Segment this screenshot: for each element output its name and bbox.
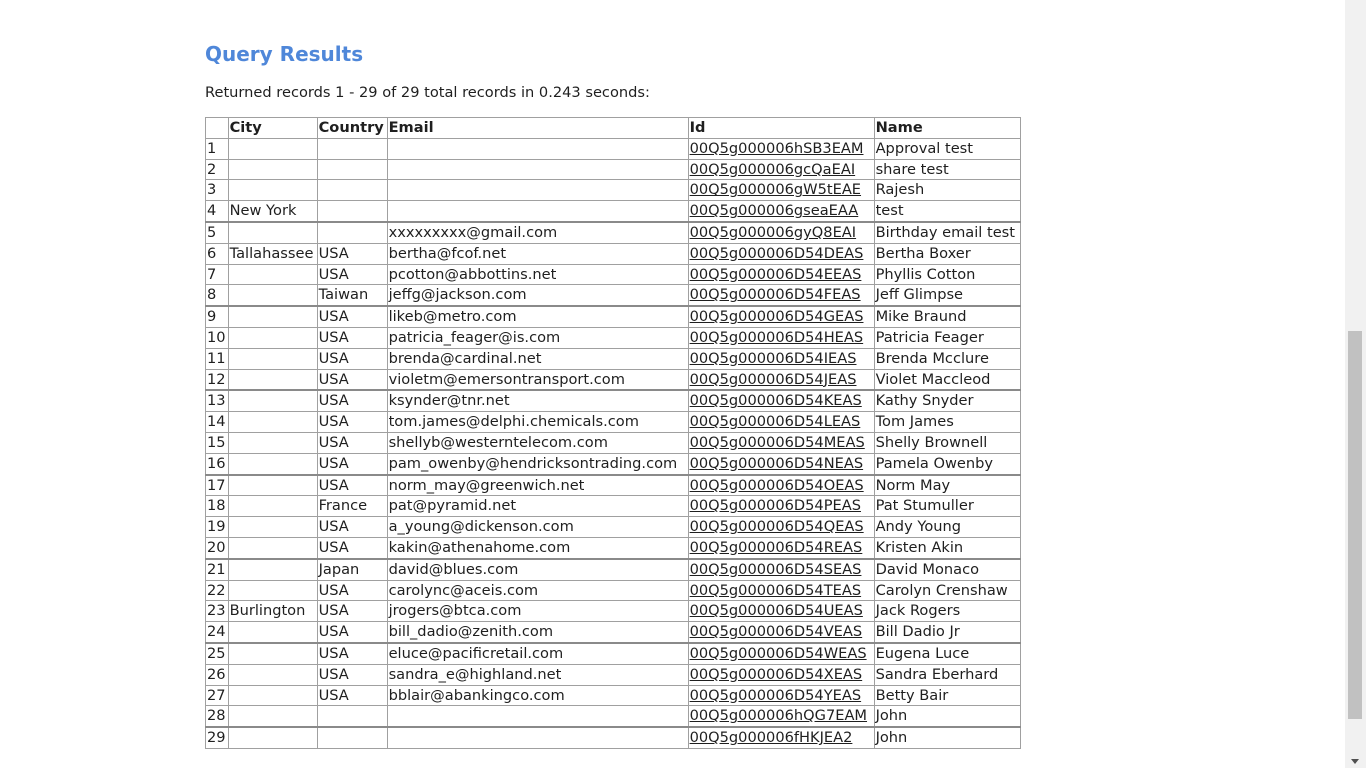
cell-id	[688, 664, 874, 685]
vertical-scrollbar[interactable]	[1345, 0, 1366, 768]
cell-id	[688, 496, 874, 517]
cell-name: Brenda Mcclure	[874, 348, 1020, 369]
cell-country: Taiwan	[317, 285, 387, 306]
record-id-link[interactable]: 00Q5g000006D54JEAS	[689, 370, 857, 388]
cell-email	[387, 201, 688, 222]
cell-row-number: 16	[206, 453, 229, 474]
cell-name: Pat Stumuller	[874, 496, 1020, 517]
cell-email	[387, 180, 688, 201]
cell-country: USA	[317, 243, 387, 264]
cell-row-number: 19	[206, 517, 229, 538]
column-header-id[interactable]: Id	[688, 118, 874, 139]
record-id-link[interactable]: 00Q5g000006gW5tEAE	[689, 181, 862, 199]
cell-email	[387, 138, 688, 159]
cell-city	[228, 727, 317, 748]
cell-email: bill_dadio@zenith.com	[387, 622, 688, 643]
cell-name: Carolyn Crenshaw	[874, 580, 1020, 601]
cell-country: USA	[317, 264, 387, 285]
column-header-email[interactable]: Email	[387, 118, 688, 139]
record-id-link[interactable]: 00Q5g000006gyQ8EAI	[689, 223, 857, 241]
table-row	[206, 643, 1021, 664]
table-row	[206, 222, 1021, 243]
cell-email: david@blues.com	[387, 559, 688, 580]
cell-email: pam_owenby@hendricksontrading.com	[387, 453, 688, 474]
cell-city	[228, 517, 317, 538]
cell-name: Mike Braund	[874, 306, 1020, 327]
cell-row-number: 24	[206, 622, 229, 643]
cell-country: USA	[317, 369, 387, 390]
cell-id	[688, 643, 874, 664]
cell-id	[688, 180, 874, 201]
cell-city	[228, 327, 317, 348]
cell-name: Violet Maccleod	[874, 369, 1020, 390]
cell-city	[228, 390, 317, 411]
cell-row-number: 12	[206, 369, 229, 390]
cell-email: bertha@fcof.net	[387, 243, 688, 264]
cell-city	[228, 706, 317, 727]
cell-row-number: 23	[206, 601, 229, 622]
cell-name: Approval test	[874, 138, 1020, 159]
cell-row-number: 9	[206, 306, 229, 327]
cell-city: Tallahassee	[228, 243, 317, 264]
record-id-link[interactable]: 00Q5g000006D54DEAS	[689, 244, 864, 262]
table-row	[206, 475, 1021, 496]
table-row	[206, 390, 1021, 411]
record-id-link[interactable]: 00Q5g000006fHKJEA2	[689, 729, 853, 747]
cell-city	[228, 580, 317, 601]
cell-name: Norm May	[874, 475, 1020, 496]
cell-country	[317, 727, 387, 748]
table-row	[206, 348, 1021, 369]
cell-row-number: 3	[206, 180, 229, 201]
column-header-city[interactable]: City	[228, 118, 317, 139]
cell-country: USA	[317, 432, 387, 453]
cell-name: Birthday email test	[874, 222, 1020, 243]
table-row	[206, 201, 1021, 222]
record-id-link[interactable]: 00Q5g000006hQG7EAM	[689, 707, 868, 725]
record-id-link[interactable]: 00Q5g000006D54FEAS	[689, 286, 861, 304]
cell-country: USA	[317, 306, 387, 327]
cell-id	[688, 559, 874, 580]
record-id-link[interactable]: 00Q5g000006D54OEAS	[689, 476, 864, 494]
record-id-link[interactable]: 00Q5g000006D54EEAS	[689, 265, 862, 283]
cell-city	[228, 222, 317, 243]
cell-country: USA	[317, 622, 387, 643]
cell-email: jeffg@jackson.com	[387, 285, 688, 306]
cell-email: norm_may@greenwich.net	[387, 475, 688, 496]
cell-id	[688, 201, 874, 222]
cell-country	[317, 706, 387, 727]
cell-email	[387, 727, 688, 748]
cell-name: John	[874, 706, 1020, 727]
table-header-row	[206, 118, 1021, 139]
cell-row-number: 8	[206, 285, 229, 306]
cell-email: bblair@abankingco.com	[387, 685, 688, 706]
cell-row-number: 28	[206, 706, 229, 727]
cell-city	[228, 537, 317, 558]
cell-id	[688, 475, 874, 496]
cell-country: USA	[317, 601, 387, 622]
table-row	[206, 559, 1021, 580]
cell-row-number: 21	[206, 559, 229, 580]
cell-row-number: 5	[206, 222, 229, 243]
cell-country: USA	[317, 453, 387, 474]
record-id-link[interactable]: 00Q5g000006hSB3EAM	[689, 139, 864, 157]
cell-city	[228, 264, 317, 285]
cell-row-number: 4	[206, 201, 229, 222]
record-id-link[interactable]: 00Q5g000006D54SEAS	[689, 560, 862, 578]
cell-country: USA	[317, 643, 387, 664]
table-row	[206, 706, 1021, 727]
cell-id	[688, 159, 874, 180]
cell-id	[688, 517, 874, 538]
table-row	[206, 537, 1021, 558]
table-row	[206, 601, 1021, 622]
cell-city	[228, 306, 317, 327]
cell-name: Kristen Akin	[874, 537, 1020, 558]
cell-city	[228, 348, 317, 369]
cell-id	[688, 537, 874, 558]
cell-row-number: 13	[206, 390, 229, 411]
cell-name: Eugena Luce	[874, 643, 1020, 664]
table-row	[206, 622, 1021, 643]
table-row	[206, 432, 1021, 453]
cell-name: Tom James	[874, 412, 1020, 433]
cell-city: Burlington	[228, 601, 317, 622]
cell-row-number: 18	[206, 496, 229, 517]
page-title: Query Results	[205, 42, 364, 66]
cell-name: Kathy Snyder	[874, 390, 1020, 411]
record-id-link[interactable]: 00Q5g000006gcQaEAI	[689, 160, 856, 178]
cell-name: Jeff Glimpse	[874, 285, 1020, 306]
cell-id	[688, 138, 874, 159]
cell-name: Andy Young	[874, 517, 1020, 538]
cell-id	[688, 348, 874, 369]
cell-email: ksynder@tnr.net	[387, 390, 688, 411]
cell-id	[688, 685, 874, 706]
cell-row-number: 17	[206, 475, 229, 496]
cell-country: USA	[317, 580, 387, 601]
cell-id	[688, 727, 874, 748]
cell-country: USA	[317, 390, 387, 411]
column-header-number	[206, 118, 229, 139]
cell-row-number: 11	[206, 348, 229, 369]
table-row	[206, 453, 1021, 474]
cell-city	[228, 159, 317, 180]
cell-country: USA	[317, 412, 387, 433]
cell-id	[688, 706, 874, 727]
cell-id	[688, 453, 874, 474]
cell-city	[228, 622, 317, 643]
cell-city	[228, 664, 317, 685]
cell-name: Sandra Eberhard	[874, 664, 1020, 685]
cell-country: USA	[317, 685, 387, 706]
cell-country: France	[317, 496, 387, 517]
cell-email: jrogers@btca.com	[387, 601, 688, 622]
table-row	[206, 517, 1021, 538]
cell-email: likeb@metro.com	[387, 306, 688, 327]
cell-id	[688, 264, 874, 285]
cell-row-number: 26	[206, 664, 229, 685]
record-id-link[interactable]: 00Q5g000006D54WEAS	[689, 644, 867, 662]
table-row	[206, 285, 1021, 306]
main-content	[205, 40, 1021, 749]
cell-email: sandra_e@highland.net	[387, 664, 688, 685]
cell-email: violetm@emersontransport.com	[387, 369, 688, 390]
cell-city	[228, 643, 317, 664]
table-row	[206, 412, 1021, 433]
table-body	[206, 138, 1021, 748]
record-id-link[interactable]: 00Q5g000006D54LEAS	[689, 413, 861, 431]
cell-row-number: 7	[206, 264, 229, 285]
cell-row-number: 6	[206, 243, 229, 264]
scroll-down-arrow-icon[interactable]	[1351, 759, 1359, 764]
table-row	[206, 496, 1021, 517]
query-results-table	[205, 117, 1021, 749]
cell-city	[228, 180, 317, 201]
cell-name: John	[874, 727, 1020, 748]
record-id-link[interactable]: 00Q5g000006D54TEAS	[689, 581, 862, 599]
cell-city	[228, 412, 317, 433]
record-id-link[interactable]: 00Q5g000006D54HEAS	[689, 328, 864, 346]
cell-name: test	[874, 201, 1020, 222]
cell-name: Betty Bair	[874, 685, 1020, 706]
record-id-link[interactable]: 00Q5g000006D54KEAS	[689, 392, 862, 410]
record-id-link[interactable]: 00Q5g000006D54VEAS	[689, 623, 863, 641]
cell-city	[228, 432, 317, 453]
cell-email: tom.james@delphi.chemicals.com	[387, 412, 688, 433]
cell-id	[688, 369, 874, 390]
record-id-link[interactable]: 00Q5g000006gseaEAA	[689, 202, 859, 220]
cell-city	[228, 138, 317, 159]
record-id-link[interactable]: 00Q5g000006D54IEAS	[689, 349, 857, 367]
scrollbar-thumb[interactable]	[1348, 331, 1362, 719]
cell-row-number: 2	[206, 159, 229, 180]
cell-email: pcotton@abbottins.net	[387, 264, 688, 285]
column-header-name[interactable]: Name	[874, 118, 1020, 139]
cell-row-number: 14	[206, 412, 229, 433]
cell-country	[317, 180, 387, 201]
cell-row-number: 1	[206, 138, 229, 159]
cell-country: USA	[317, 537, 387, 558]
cell-name: Rajesh	[874, 180, 1020, 201]
cell-city	[228, 559, 317, 580]
cell-id	[688, 222, 874, 243]
cell-email	[387, 706, 688, 727]
cell-country: USA	[317, 517, 387, 538]
cell-name: Pamela Owenby	[874, 453, 1020, 474]
cell-city	[228, 685, 317, 706]
cell-id	[688, 390, 874, 411]
record-id-link[interactable]: 00Q5g000006D54UEAS	[689, 602, 863, 620]
cell-city	[228, 453, 317, 474]
cell-email	[387, 159, 688, 180]
cell-id	[688, 243, 874, 264]
cell-email: eluce@pacificretail.com	[387, 643, 688, 664]
cell-city	[228, 369, 317, 390]
cell-email: carolync@aceis.com	[387, 580, 688, 601]
table-row	[206, 664, 1021, 685]
record-id-link[interactable]: 00Q5g000006D54XEAS	[689, 665, 863, 683]
cell-country: USA	[317, 475, 387, 496]
cell-name: Phyllis Cotton	[874, 264, 1020, 285]
cell-country: USA	[317, 327, 387, 348]
cell-email: patricia_feager@is.com	[387, 327, 688, 348]
cell-country	[317, 138, 387, 159]
table-row	[206, 369, 1021, 390]
table-row	[206, 306, 1021, 327]
cell-email: shellyb@westerntelecom.com	[387, 432, 688, 453]
record-id-link[interactable]: 00Q5g000006D54PEAS	[689, 497, 861, 515]
cell-row-number: 25	[206, 643, 229, 664]
cell-email: kakin@athenahome.com	[387, 537, 688, 558]
table-row	[206, 138, 1021, 159]
cell-city	[228, 475, 317, 496]
cell-email: pat@pyramid.net	[387, 496, 688, 517]
cell-city	[228, 496, 317, 517]
cell-email: brenda@cardinal.net	[387, 348, 688, 369]
table-row	[206, 243, 1021, 264]
cell-name: Bill Dadio Jr	[874, 622, 1020, 643]
column-header-country[interactable]: Country	[317, 118, 387, 139]
cell-row-number: 29	[206, 727, 229, 748]
cell-country	[317, 222, 387, 243]
cell-row-number: 20	[206, 537, 229, 558]
cell-email: a_young@dickenson.com	[387, 517, 688, 538]
record-id-link[interactable]: 00Q5g000006D54GEAS	[689, 308, 864, 326]
cell-id	[688, 285, 874, 306]
cell-city	[228, 285, 317, 306]
cell-row-number: 10	[206, 327, 229, 348]
record-id-link[interactable]: 00Q5g000006D54NEAS	[689, 454, 864, 472]
table-row	[206, 180, 1021, 201]
cell-id	[688, 601, 874, 622]
results-summary: Returned records 1 - 29 of 29 total records in 0.243 seconds:	[205, 84, 650, 101]
record-id-link[interactable]: 00Q5g000006D54QEAS	[689, 518, 864, 536]
record-id-link[interactable]: 00Q5g000006D54REAS	[689, 538, 863, 556]
cell-country	[317, 159, 387, 180]
cell-name: David Monaco	[874, 559, 1020, 580]
cell-row-number: 22	[206, 580, 229, 601]
cell-name: Shelly Brownell	[874, 432, 1020, 453]
cell-email: xxxxxxxxx@gmail.com	[387, 222, 688, 243]
cell-id	[688, 432, 874, 453]
cell-id	[688, 580, 874, 601]
table-row	[206, 159, 1021, 180]
cell-row-number: 27	[206, 685, 229, 706]
cell-name: share test	[874, 159, 1020, 180]
cell-id	[688, 306, 874, 327]
table-row	[206, 580, 1021, 601]
cell-id	[688, 412, 874, 433]
cell-country: Japan	[317, 559, 387, 580]
cell-city: New York	[228, 201, 317, 222]
table-row	[206, 264, 1021, 285]
cell-country: USA	[317, 664, 387, 685]
cell-name: Patricia Feager	[874, 327, 1020, 348]
cell-id	[688, 327, 874, 348]
record-id-link[interactable]: 00Q5g000006D54YEAS	[689, 686, 862, 704]
table-row	[206, 685, 1021, 706]
cell-name: Bertha Boxer	[874, 243, 1020, 264]
record-id-link[interactable]: 00Q5g000006D54MEAS	[689, 433, 865, 451]
cell-id	[688, 622, 874, 643]
table-row	[206, 727, 1021, 748]
cell-country	[317, 201, 387, 222]
cell-country: USA	[317, 348, 387, 369]
cell-row-number: 15	[206, 432, 229, 453]
table-row	[206, 327, 1021, 348]
cell-name: Jack Rogers	[874, 601, 1020, 622]
